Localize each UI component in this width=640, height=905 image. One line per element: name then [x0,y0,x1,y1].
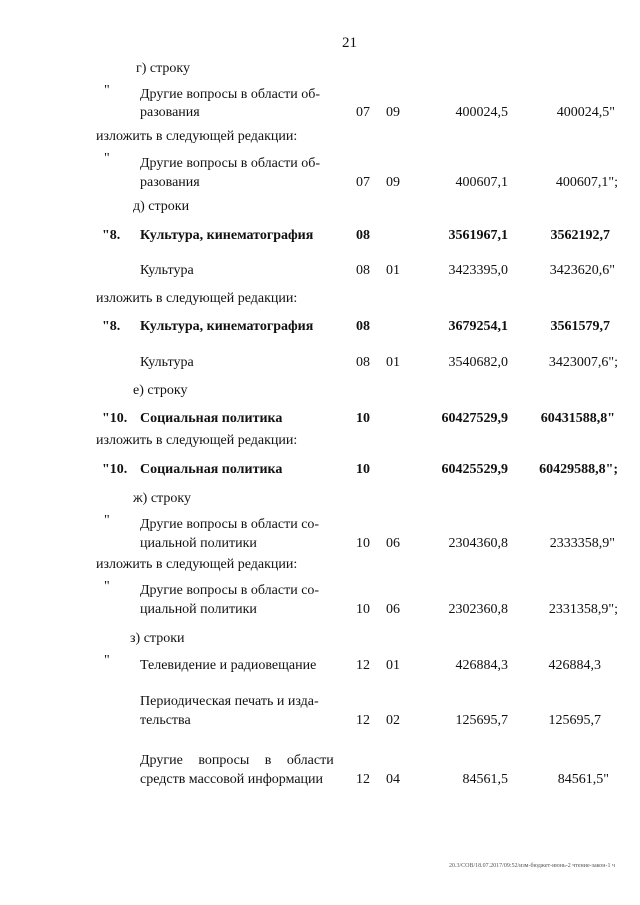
row-pr: 09 [386,175,400,190]
row-rz: 10 [356,462,370,477]
row-value-1: 3423395,0 [448,263,508,278]
row-rz: 12 [356,713,370,728]
change-instruction-zh: изложить в следующей редакции: [96,557,298,572]
row-rz: 08 [356,228,370,243]
row-pr: 01 [386,658,400,673]
change-instruction-g: изложить в следующей редакции: [96,129,298,144]
row-value-1: 3561967,1 [448,228,508,243]
row-value-2: 3423620,6" [549,263,615,278]
row-value-2: 2333358,9" [549,536,615,551]
row-rz: 07 [356,175,370,190]
row-rz: 12 [356,772,370,787]
row-rz: 10 [356,411,370,426]
row-name-line2: разования [140,175,200,190]
row-name-line2: циальной политики [140,536,257,551]
section-g-intro: г) строку [136,61,191,76]
row-name: Телевидение и радиовещание [140,658,317,673]
row-value-1: 2302360,8 [448,602,508,617]
row-pr: 01 [386,263,400,278]
row-name: Культура, кинематография [140,319,314,334]
row-name-line1: Периодическая печать и изда- [140,694,319,709]
row-name: Социальная политика [140,411,283,426]
row-rz: 10 [356,602,370,617]
row-name-line2: разования [140,105,200,120]
row-value-2: 3423007,6"; [548,355,618,370]
row-pr: 04 [386,772,400,787]
row-value-1: 3679254,1 [448,319,508,334]
row-value-2: 125695,7 [548,713,601,728]
row-value-2: 426884,3 [548,658,601,673]
row-value-2: 3562192,7 [550,228,610,243]
row-value-1: 426884,3 [455,658,508,673]
row-value-2: 3561579,7 [550,319,610,334]
row-rz: 08 [356,263,370,278]
row-name-line1: Другие вопросы в области об- [140,87,320,102]
section-d-intro: д) строки [133,199,190,214]
row-name-line2: тельства [140,713,191,728]
row-pr: 06 [386,536,400,551]
row-name-line1: Другие вопросы в области со- [140,583,320,598]
row-number: "8. [102,319,121,334]
row-rz: 12 [356,658,370,673]
row-value-2: 60431588,8" [540,411,615,426]
page-number: 21 [342,35,357,51]
row-value-1: 400024,5 [455,105,508,120]
row-quote: " [104,653,110,668]
row-name: Культура, кинематография [140,228,314,243]
row-value-1: 3540682,0 [448,355,508,370]
row-value-1: 84561,5 [462,772,508,787]
row-quote: " [104,513,110,528]
row-name-line2: циальной политики [140,602,257,617]
row-value-2: 60429588,8"; [539,462,618,477]
row-number: "10. [102,462,128,477]
row-value-2: 84561,5" [557,772,609,787]
row-value-1: 60427529,9 [441,411,508,426]
row-value-2: 400024,5" [556,105,615,120]
row-name: Культура [140,355,194,370]
document-footer-code: 20.3/СОВ/18.07.2017/09:52/изм-бюджет-июнь-2 чтение-закон-1 ч [449,863,615,869]
row-name-line2: средств массовой информации [140,772,324,787]
row-name-line1: Другие вопросы в области [140,753,334,768]
change-instruction-d: изложить в следующей редакции: [96,291,298,306]
row-number: "10. [102,411,128,426]
row-value-1: 60425529,9 [441,462,508,477]
row-name-line1: Другие вопросы в области со- [140,517,320,532]
change-instruction-e: изложить в следующей редакции: [96,433,298,448]
row-pr: 09 [386,105,400,120]
row-rz: 10 [356,536,370,551]
row-value-2: 400607,1"; [555,175,618,190]
row-value-1: 125695,7 [455,713,508,728]
row-quote: " [104,83,110,98]
row-rz: 08 [356,355,370,370]
row-value-2: 2331358,9"; [548,602,618,617]
section-zh-intro: ж) строку [133,491,191,506]
row-rz: 07 [356,105,370,120]
row-value-1: 2304360,8 [448,536,508,551]
section-z-intro: з) строки [130,631,185,646]
row-quote: " [104,151,110,166]
row-pr: 06 [386,602,400,617]
row-pr: 02 [386,713,400,728]
row-name: Социальная политика [140,462,283,477]
row-name: Культура [140,263,194,278]
row-number: "8. [102,228,121,243]
row-quote: " [104,579,110,594]
row-name-line1: Другие вопросы в области об- [140,156,320,171]
section-e-intro: е) строку [133,383,188,398]
row-value-1: 400607,1 [455,175,508,190]
row-pr: 01 [386,355,400,370]
row-rz: 08 [356,319,370,334]
